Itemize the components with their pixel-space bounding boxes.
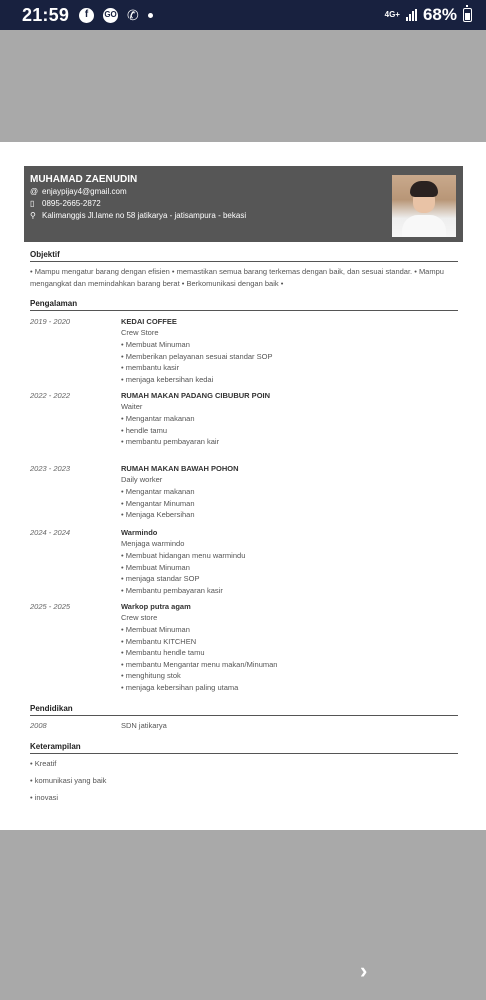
status-bar: [0, 0, 486, 30]
experience-duties: [121, 486, 195, 521]
experience-company: Warkop putra agam: [121, 602, 191, 611]
email-line: [30, 187, 127, 196]
experience-period: 2024 - 2024: [30, 528, 71, 537]
list-item: • Membuat Minuman: [121, 625, 190, 634]
list-item: • membantu kasir: [121, 363, 180, 373]
list-item: • membantu pembayaran kair: [121, 437, 220, 447]
divider: [30, 261, 458, 262]
more-notifications-icon: [148, 13, 153, 18]
resume-header: [24, 166, 463, 242]
education-year: 2008: [30, 721, 47, 730]
battery-icon: [463, 8, 472, 22]
education-school: SDN jatikarya: [121, 721, 167, 730]
signal-icon: [406, 9, 417, 21]
experience-duties: [121, 413, 219, 448]
experience-role: Crew Store: [121, 328, 159, 337]
gojek-icon: GO: [103, 8, 118, 23]
resume-document: [0, 142, 486, 830]
experience-duties: [121, 550, 245, 596]
experience-period: 2023 - 2023: [30, 464, 71, 473]
list-item: • Membuat Minuman: [121, 562, 190, 572]
list-item: • menjaga kebersihan paling utama: [121, 682, 239, 692]
experience-period: 2022 - 2022: [30, 391, 71, 400]
list-item: • menghitung stok: [121, 671, 181, 681]
experience-role: Menjaga warmindo: [121, 539, 185, 548]
experience-role: Crew store: [121, 613, 158, 622]
list-item: • menjaga kebersihan kedai: [121, 374, 214, 384]
section-title-education: Pendidikan: [30, 704, 73, 713]
email-icon: @: [30, 187, 39, 196]
notification-icons: [79, 7, 153, 24]
mobile-icon: ▯: [30, 199, 35, 208]
experience-role: Waiter: [121, 402, 143, 411]
list-item: • hendle tamu: [121, 425, 167, 435]
phone-text: 0895-2665-2872: [42, 199, 101, 208]
section-title-objective: Objektif: [30, 250, 60, 259]
section-title-skills: Keterampilan: [30, 742, 81, 751]
list-item: • Membuat Minuman: [121, 340, 190, 349]
phone-icon: ✆: [127, 6, 139, 23]
network-type: 4G+: [384, 10, 400, 19]
status-time: 21:59: [22, 4, 70, 25]
skill-item: • inovasi: [30, 793, 59, 802]
phone-line: [30, 199, 101, 208]
resume-name: MUHAMAD ZAENUDIN: [30, 174, 138, 185]
divider: [30, 715, 458, 716]
experience-period: 2025 - 2025: [30, 602, 71, 611]
email-text: enjaypijay4@gmail.com: [42, 187, 127, 196]
experience-company: KEDAI COFFEE: [121, 317, 177, 326]
list-item: • Membuat hidangan menu warmindu: [121, 551, 246, 560]
address-text: Kalimanggis Jl.lame no 58 jatikarya - jatisampura - bekasi: [42, 211, 247, 220]
experience-company: RUMAH MAKAN BAWAH POHON: [121, 464, 239, 473]
address-line: [30, 211, 246, 220]
list-item: • Mengantar makanan: [121, 414, 195, 423]
list-item: • membantu Mengantar menu makan/Minuman: [121, 659, 278, 669]
experience-duties: [121, 339, 272, 385]
experience-duties: [121, 624, 277, 694]
objective-text: • Mampu mengatur barang dengan efisien • memastikan semua barang terkemas dengan baik, dan sesuai standar. • Mampu mengangkat dan memindahkan barang berat • Berkomunikasi dengan baik •: [30, 267, 444, 288]
facebook-icon: f: [79, 8, 94, 23]
list-item: • Memberikan pelayanan sesuai standar SOP: [121, 351, 273, 361]
list-item: • menjaga standar SOP: [121, 574, 200, 584]
list-item: • Mengantar makanan: [121, 487, 195, 496]
location-pin-icon: ⚲: [30, 211, 36, 220]
list-item: • Menjaga Kebersihan: [121, 510, 195, 520]
list-item: • Membantu KITCHEN: [121, 636, 197, 646]
next-page-chevron-icon[interactable]: ›: [360, 958, 368, 983]
experience-company: RUMAH MAKAN PADANG CIBUBUR POIN: [121, 391, 271, 400]
skill-item: • komunikasi yang baik: [30, 776, 107, 785]
divider: [30, 753, 458, 754]
experience-company: Warmindo: [121, 528, 158, 537]
list-item: • Membantu hendle tamu: [121, 648, 205, 658]
experience-period: 2019 - 2020: [30, 317, 71, 326]
list-item: • Mengantar Minuman: [121, 498, 195, 508]
section-title-experience: Pengalaman: [30, 299, 78, 308]
skill-item: • Kreatif: [30, 759, 57, 768]
divider: [30, 310, 458, 311]
battery-percent: 68%: [422, 5, 457, 24]
experience-role: Daily worker: [121, 475, 163, 484]
profile-photo: [392, 175, 456, 237]
list-item: • Membantu pembayaran kasir: [121, 585, 223, 595]
